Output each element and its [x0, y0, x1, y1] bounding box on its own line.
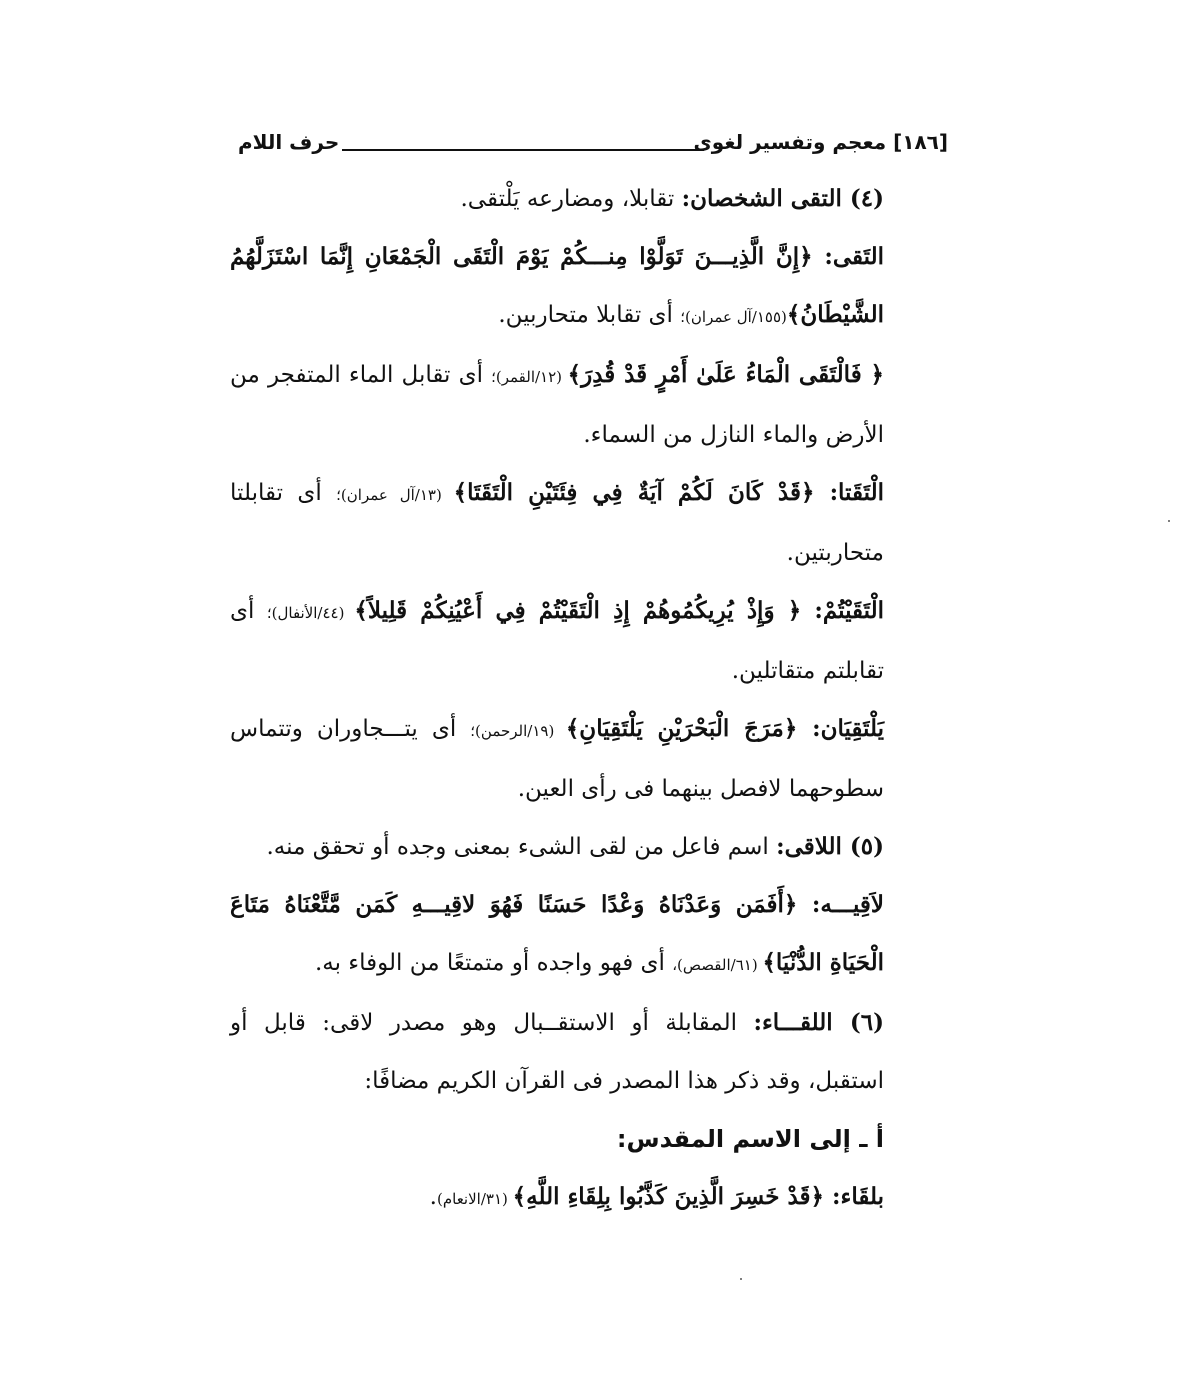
entry-text: أى فهو واجده أو متمتعًا من الوفاء به. [314, 950, 673, 976]
verse-reference: (١٣/آل عمران)؛ [336, 486, 454, 504]
entry-heading: يَلْتَقِيَان: [812, 715, 885, 742]
verse-reference: (١٢/القمر)؛ [491, 368, 568, 386]
entry-heading: بلقَاء: [832, 1183, 884, 1210]
entry-text: أى تقابلتا متحاربتين. [230, 480, 884, 566]
entry-text: . [429, 1184, 437, 1210]
book-page [230, 118, 948, 1228]
scan-speck [1168, 520, 1170, 522]
quran-verse: ﴿مَرَجَ الْبَحْرَيْنِ يَلْتَقِيَانِ﴾ [565, 715, 813, 742]
verse-reference: (٤٤/الأنفال)؛ [266, 604, 355, 622]
entry-text: أى يتـــجاوران وتتماس سطوحهما لافصل بينهما فى رأى العين. [230, 716, 884, 802]
entry-heading: (٥) اللاقى: [776, 833, 884, 860]
quran-verse: ﴿إِنَّ الَّذِيـــنَ تَوَلَّوْا مِنـــكُمْ يَوْمَ الْتَقَى الْجَمْعَانِ إِنَّمَا اسْتَزَلَّهُمُ الشَّيْطَانُ﴾ [230, 243, 884, 328]
quran-verse: ﴿ وَإِذْ يُرِيكُمُوهُمْ إِذِ الْتَقَيْتُمْ فِي أَعْيُنِكُمْ قَلِيلاً﴾ [354, 597, 815, 624]
header-rule [342, 149, 704, 151]
entry-paragraph [230, 346, 948, 464]
entry-text: أى تقابلا متحاربين. [498, 302, 681, 328]
verse-reference: (١٥٥/آل عمران)؛ [680, 308, 787, 326]
entry-heading: لاَقِيـــه: [811, 891, 884, 918]
verse-reference: (١٩/الرحمن)؛ [470, 722, 566, 740]
entry-text: تقابلا، ومضارعه يَلْتقى. [460, 186, 682, 212]
entry-paragraph [230, 700, 948, 818]
entry-paragraph [230, 876, 948, 994]
entry-paragraph [230, 582, 948, 700]
verse-reference: (٣١/الانعام) [436, 1190, 513, 1208]
entry-paragraph [230, 464, 948, 582]
quran-verse: ﴿قَدْ كَانَ لَكُمْ آيَةٌ فِي فِئَتَيْنِ الْتَقَتَا﴾ [453, 479, 830, 506]
entry-paragraph [230, 1168, 948, 1228]
entry-paragraph [230, 818, 948, 876]
quran-verse: ﴿أَفَمَن وَعَدْنَاهُ وَعْدًا حَسَنًا فَهُوَ لاقِيـــهِ كَمَن مَّتَّعْنَاهُ مَتَاعَ الْحَيَاةِ الدُّنْيَا﴾ [230, 891, 884, 976]
entry-heading: (٦) اللقـــاء: [753, 1009, 884, 1036]
running-header [230, 118, 948, 170]
entry-text: أى تقابلتم متقاتلين. [230, 598, 884, 684]
entry-text: أى تقابل الماء المتفجر من الأرض والماء النازل من السماء. [230, 362, 884, 448]
subsection-heading: أ ـ إلى الاسم المقدس: [616, 1125, 884, 1153]
entry-heading: التَقى: [824, 243, 884, 270]
entry-heading: الْتَقَتا: [829, 479, 884, 506]
entry-text: المقابلة أو الاستقــبال وهو مصدر لاقى: قابل أو استقبل، وقد ذكر هذا المصدر فى القرآن الكريم مضافًا: [230, 1010, 884, 1094]
entry-heading: الْتَقَيْتُمْ: [814, 597, 884, 624]
page-number-and-book-title: [١٨٦] معجم وتفسير لغوى [693, 130, 948, 154]
entry-paragraph [230, 228, 948, 346]
scan-speck [740, 1278, 742, 1280]
section-title: حرف اللام [238, 130, 340, 154]
entry-paragraph [230, 994, 948, 1110]
entry-text: اسم فاعل من لقى الشىء بمعنى وجده أو تحقق منه. [266, 834, 777, 860]
quran-verse: ﴿ فَالْتَقَى الْمَاءُ عَلَىٰ أَمْرٍ قَدْ قُدِرَ﴾ [567, 361, 884, 388]
entry-paragraph [230, 170, 948, 228]
entry-heading: (٤) التقى الشخصان: [681, 185, 884, 212]
verse-reference: (٦١/القصص)، [672, 956, 763, 974]
quran-verse: ﴿قَدْ خَسِرَ الَّذِينَ كَذَّبُوا بِلِقَاءِ اللَّهِ﴾ [512, 1183, 833, 1210]
